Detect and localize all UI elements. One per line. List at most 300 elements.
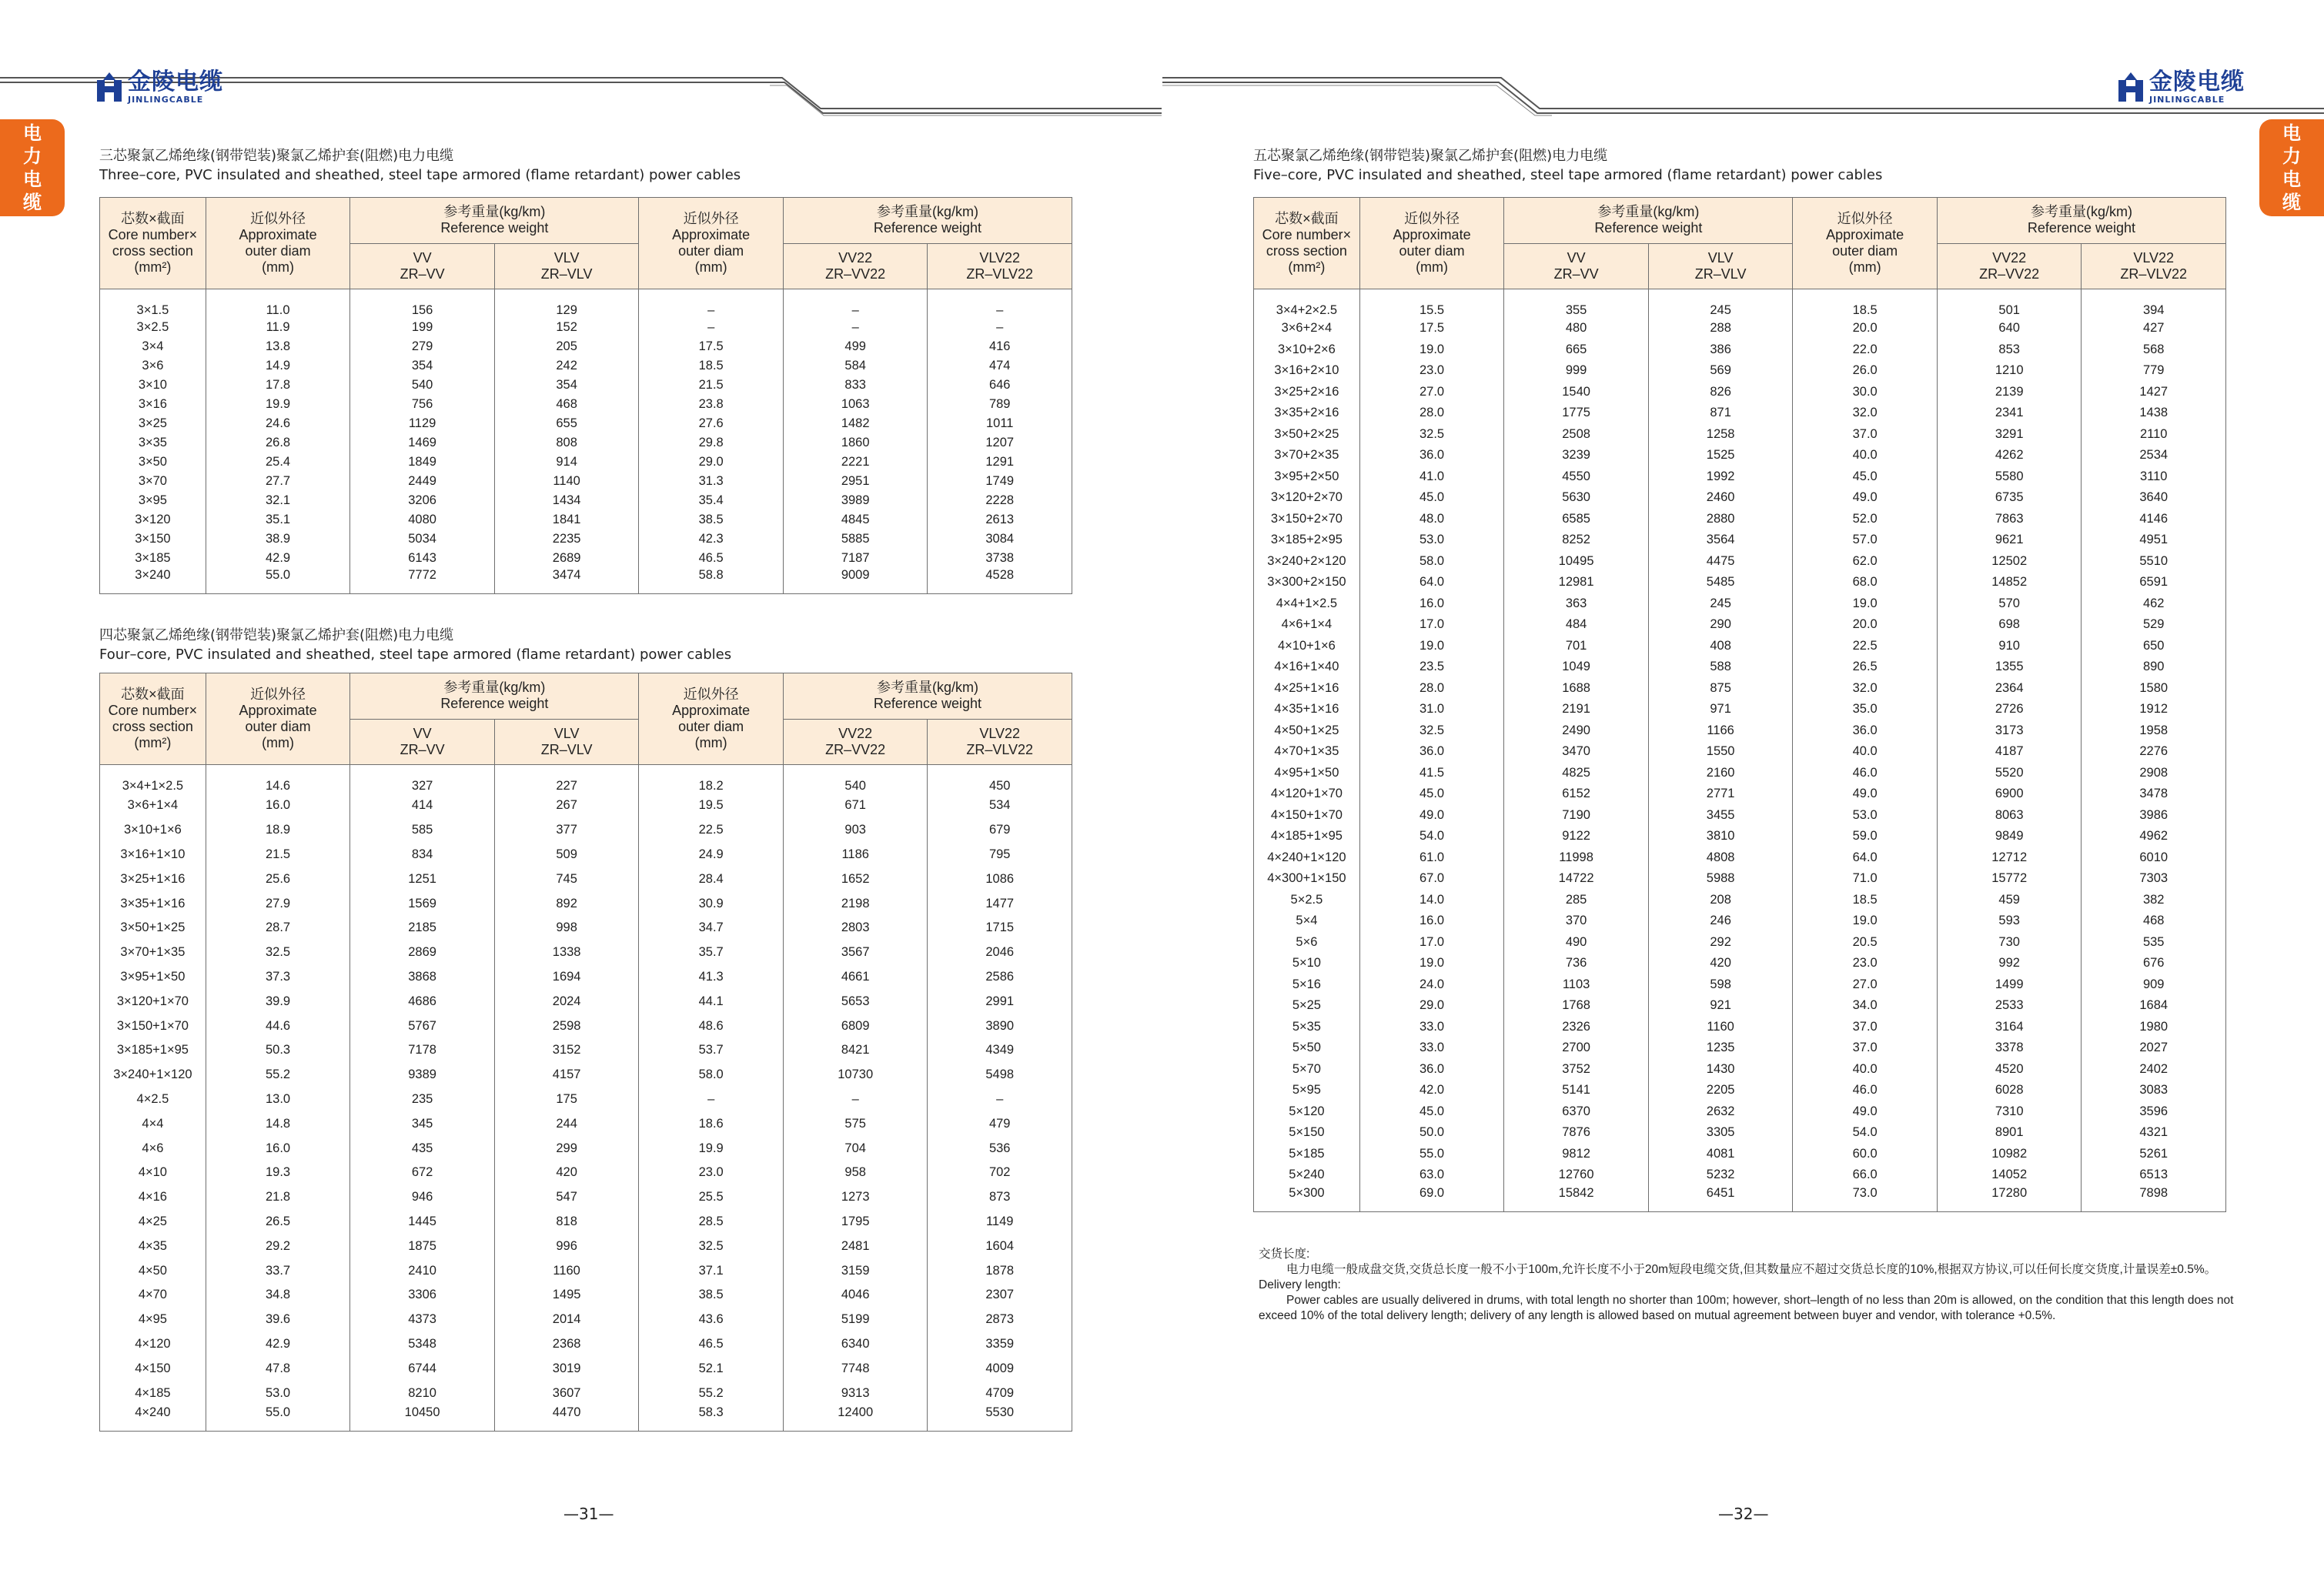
- table-cell: 529: [2082, 614, 2226, 636]
- table-cell: 9849: [1937, 826, 2082, 847]
- table-cell: 3470: [1504, 741, 1649, 763]
- table-cell: 3×10+2×6: [1254, 339, 1360, 361]
- table-cell: 3×25+2×16: [1254, 382, 1360, 403]
- table-row: [100, 916, 1072, 941]
- table-cell: 4×120+1×70: [1254, 783, 1360, 805]
- table-cell: 3019: [494, 1356, 639, 1381]
- table-cell: 3159: [783, 1258, 928, 1283]
- table-cell: 474: [928, 356, 1072, 376]
- table-cell: 8252: [1504, 530, 1649, 551]
- table-cell: 1273: [783, 1185, 928, 1210]
- table-cell: –: [639, 318, 784, 337]
- table-cell: 2368: [494, 1332, 639, 1357]
- brand-name-cn: 金陵电缆: [2149, 68, 2245, 95]
- table-cell: 2307: [928, 1283, 1072, 1308]
- table-cell: 1049: [1504, 657, 1649, 678]
- table-cell: 1469: [350, 433, 495, 453]
- table-cell: 490: [1504, 932, 1649, 954]
- table-cell: 3×4+2×2.5: [1254, 289, 1360, 319]
- table-row: [1254, 805, 2226, 827]
- table-cell: 345: [350, 1111, 495, 1136]
- table-cell: 3173: [1937, 720, 2082, 742]
- table-row: [1254, 1186, 2226, 1212]
- table-cell: 34.7: [639, 916, 784, 941]
- table-cell: 871: [1648, 403, 1793, 424]
- table-cell: 416: [928, 337, 1072, 356]
- table-cell: 903: [783, 818, 928, 843]
- table-row: [1254, 614, 2226, 636]
- table-cell: 175: [494, 1088, 639, 1112]
- table-cell: 3306: [350, 1283, 495, 1308]
- table-cell: 5885: [783, 530, 928, 549]
- table-cell: 4825: [1504, 763, 1649, 784]
- table-cell: 354: [350, 356, 495, 376]
- table-cell: 3×25: [100, 414, 206, 433]
- table-cell: 32.0: [1793, 403, 1938, 424]
- table-cell: 152: [494, 318, 639, 337]
- table-cell: 38.9: [206, 530, 350, 549]
- table-cell: 5×16: [1254, 974, 1360, 996]
- table-cell: 29.2: [206, 1234, 350, 1258]
- table-cell: 1166: [1648, 720, 1793, 742]
- table-cell: 19.0: [1793, 910, 1938, 932]
- table-cell: 21.8: [206, 1185, 350, 1210]
- table-cell: 1540: [1504, 382, 1649, 403]
- table-cell: 5653: [783, 989, 928, 1014]
- table-cell: 1499: [1937, 974, 2082, 996]
- table-cell: 58.0: [1359, 551, 1504, 573]
- col-header-weight-armored: 参考重量(kg/km) Reference weight: [783, 673, 1072, 720]
- table-cell: 37.0: [1793, 424, 1938, 446]
- table-cell: 4×10+1×6: [1254, 636, 1360, 657]
- table-cell: 1235: [1648, 1037, 1793, 1059]
- table-cell: 17.0: [1359, 932, 1504, 954]
- table-cell: 2534: [2082, 445, 2226, 466]
- table-cell: 19.3: [206, 1161, 350, 1185]
- col-header-vlv: VLV ZR–VLV: [1648, 243, 1793, 289]
- table-cell: 55.2: [206, 1063, 350, 1088]
- table-cell: 23.0: [1359, 360, 1504, 382]
- table-row: [1254, 403, 2226, 424]
- table-row: [100, 1185, 1072, 1210]
- table-cell: 992: [1937, 953, 2082, 974]
- table-cell: 2402: [2082, 1059, 2226, 1081]
- table-cell: 9122: [1504, 826, 1649, 847]
- table-cell: 18.6: [639, 1111, 784, 1136]
- table-cell: 14.0: [1359, 890, 1504, 911]
- table-cell: 36.0: [1359, 1059, 1504, 1081]
- table-cell: 4373: [350, 1308, 495, 1332]
- col-header-vv: VV ZR–VV: [350, 719, 495, 765]
- table-cell: 2110: [2082, 424, 2226, 446]
- col-header-core: 芯数×截面 Core number× cross section (mm²): [100, 198, 206, 289]
- table-cell: –: [639, 289, 784, 319]
- table-cell: 8421: [783, 1038, 928, 1063]
- table-cell: 3×150+1×70: [100, 1014, 206, 1038]
- table-cell: 13.0: [206, 1088, 350, 1112]
- table-cell: 327: [350, 765, 495, 794]
- table-cell: 4081: [1648, 1144, 1793, 1165]
- table-cell: 14.8: [206, 1111, 350, 1136]
- table-cell: 3×240+2×120: [1254, 551, 1360, 573]
- table-row: [1254, 847, 2226, 869]
- table-cell: 40.0: [1793, 741, 1938, 763]
- table-cell: 3305: [1648, 1122, 1793, 1144]
- table-cell: 1140: [494, 472, 639, 491]
- table-row: [100, 414, 1072, 433]
- col-header-diam-armored: 近似外径 Approximate outer diam (mm): [639, 198, 784, 289]
- table-cell: 10450: [350, 1405, 495, 1432]
- table-cell: 38.5: [639, 510, 784, 530]
- table-cell: 3×240: [100, 568, 206, 594]
- header-rule-lines: [0, 0, 1162, 123]
- table-cell: 3752: [1504, 1059, 1649, 1081]
- table-cell: 17.0: [1359, 614, 1504, 636]
- table-cell: 55.2: [639, 1381, 784, 1405]
- table-cell: 49.0: [1793, 487, 1938, 509]
- table-cell: 2880: [1648, 509, 1793, 530]
- table-cell: 480: [1504, 318, 1649, 339]
- table-row: [100, 1332, 1072, 1357]
- table-cell: 32.5: [1359, 720, 1504, 742]
- table-cell: 40.0: [1793, 445, 1938, 466]
- table-cell: 377: [494, 818, 639, 843]
- table-cell: 5988: [1648, 868, 1793, 890]
- table-cell: 6370: [1504, 1101, 1649, 1123]
- table-cell: 2908: [2082, 763, 2226, 784]
- table-cell: 39.9: [206, 989, 350, 1014]
- table-cell: 655: [494, 414, 639, 433]
- table-row: [1254, 910, 2226, 932]
- table-cell: 6340: [783, 1332, 928, 1357]
- table-cell: 4157: [494, 1063, 639, 1088]
- table-cell: 427: [2082, 318, 2226, 339]
- table-cell: 4×50: [100, 1258, 206, 1283]
- table-cell: 509: [494, 843, 639, 867]
- table-row: [1254, 783, 2226, 805]
- table-cell: 3152: [494, 1038, 639, 1063]
- table-cell: 1688: [1504, 678, 1649, 700]
- table-cell: 4×300+1×150: [1254, 868, 1360, 890]
- tab-char: 缆: [2282, 192, 2301, 213]
- table-cell: 3810: [1648, 826, 1793, 847]
- table-row: [1254, 1080, 2226, 1101]
- table-cell: 826: [1648, 382, 1793, 403]
- table-cell: 66.0: [1793, 1164, 1938, 1186]
- table-cell: 1694: [494, 965, 639, 990]
- table-cell: 2027: [2082, 1037, 2226, 1059]
- table-row: [1254, 466, 2226, 488]
- table-cell: 6735: [1937, 487, 2082, 509]
- table-cell: 499: [783, 337, 928, 356]
- table-cell: 4528: [928, 568, 1072, 594]
- table-cell: 5767: [350, 1014, 495, 1038]
- table-cell: 6451: [1648, 1186, 1793, 1212]
- table-cell: 676: [2082, 953, 2226, 974]
- table-cell: 3×120+2×70: [1254, 487, 1360, 509]
- table-row: [1254, 572, 2226, 593]
- table-cell: 55.0: [206, 1405, 350, 1432]
- table-cell: 54.0: [1359, 826, 1504, 847]
- table-cell: 6744: [350, 1356, 495, 1381]
- table-cell: 354: [494, 376, 639, 395]
- table-cell: 2191: [1504, 699, 1649, 720]
- col-header-vv22: VV22 ZR–VV22: [783, 719, 928, 765]
- table-cell: 17.5: [1359, 318, 1504, 339]
- brand-logo: [2117, 68, 2245, 105]
- table-cell: 5498: [928, 1063, 1072, 1088]
- table-row: [100, 1405, 1072, 1432]
- table-cell: 4×25+1×16: [1254, 678, 1360, 700]
- delivery-notes: [1259, 1247, 2252, 1324]
- table-cell: 19.0: [1793, 593, 1938, 615]
- table-cell: 4×6+1×4: [1254, 614, 1360, 636]
- table-cell: 73.0: [1793, 1186, 1938, 1212]
- table-cell: 62.0: [1793, 551, 1938, 573]
- table-cell: 2508: [1504, 424, 1649, 446]
- table-cell: 22.5: [639, 818, 784, 843]
- table-cell: 35.7: [639, 941, 784, 965]
- table-cell: 795: [928, 843, 1072, 867]
- table-cell: 4709: [928, 1381, 1072, 1405]
- table-cell: 875: [1648, 678, 1793, 700]
- table-cell: 299: [494, 1136, 639, 1161]
- table-row: [1254, 868, 2226, 890]
- table-cell: 3110: [2082, 466, 2226, 488]
- table-cell: 227: [494, 765, 639, 794]
- table-cell: 3×4: [100, 337, 206, 356]
- table-cell: 1749: [928, 472, 1072, 491]
- table-cell: 4×4+1×2.5: [1254, 593, 1360, 615]
- table-cell: 3×16: [100, 395, 206, 414]
- table-cell: 17280: [1937, 1186, 2082, 1212]
- table-cell: 46.0: [1793, 763, 1938, 784]
- table-cell: 382: [2082, 890, 2226, 911]
- table-cell: 24.0: [1359, 974, 1504, 996]
- table-cell: 27.0: [1359, 382, 1504, 403]
- table-cell: 17.5: [639, 337, 784, 356]
- table-cell: 5×2.5: [1254, 890, 1360, 911]
- table-cell: 4×70+1×35: [1254, 741, 1360, 763]
- brand-name-cn: 金陵电缆: [128, 68, 223, 95]
- table-cell: 3474: [494, 568, 639, 594]
- table-cell: 28.0: [1359, 403, 1504, 424]
- table-cell: 355: [1504, 289, 1649, 319]
- table-cell: 205: [494, 337, 639, 356]
- table-cell: 5261: [2082, 1144, 2226, 1165]
- table-cell: 640: [1937, 318, 2082, 339]
- table-cell: 22.0: [1793, 339, 1938, 361]
- table-row: [100, 491, 1072, 510]
- table-cell: 18.5: [1793, 890, 1938, 911]
- table-cell: 3×6: [100, 356, 206, 376]
- table-cell: 2046: [928, 941, 1072, 965]
- table-cell: 4475: [1648, 551, 1793, 573]
- table-cell: 3×25+1×16: [100, 867, 206, 891]
- table-row: [100, 818, 1072, 843]
- table-row: [1254, 657, 2226, 678]
- table-cell: 4661: [783, 965, 928, 990]
- table-caption: [99, 146, 741, 185]
- table-row: [1254, 678, 2226, 700]
- table-row: [100, 765, 1072, 794]
- table-row: [100, 1210, 1072, 1235]
- table-row: [100, 843, 1072, 867]
- table-cell: 18.2: [639, 765, 784, 794]
- col-header-diam: 近似外径 Approximate outer diam (mm): [1359, 198, 1504, 289]
- table-cell: 588: [1648, 657, 1793, 678]
- four-core-table: [99, 673, 1072, 1432]
- table-cell: 2228: [928, 491, 1072, 510]
- table-cell: 971: [1648, 699, 1793, 720]
- table-cell: 7876: [1504, 1122, 1649, 1144]
- table-row: [1254, 890, 2226, 911]
- tab-char: 力: [2282, 145, 2301, 167]
- table-cell: 408: [1648, 636, 1793, 657]
- table-cell: 27.7: [206, 472, 350, 491]
- table-cell: 60.0: [1793, 1144, 1938, 1165]
- table-cell: 4×70: [100, 1283, 206, 1308]
- section-tab: [0, 119, 65, 216]
- table-cell: 2326: [1504, 1017, 1649, 1038]
- table-cell: 235: [350, 1088, 495, 1112]
- table-cell: 37.1: [639, 1258, 784, 1283]
- table-cell: 5520: [1937, 763, 2082, 784]
- table-cell: 3084: [928, 530, 1072, 549]
- table-cell: 208: [1648, 890, 1793, 911]
- table-cell: 2185: [350, 916, 495, 941]
- table-cell: 5485: [1648, 572, 1793, 593]
- table-cell: 6513: [2082, 1164, 2226, 1186]
- table-cell: 34.0: [1793, 995, 1938, 1017]
- table-cell: 1355: [1937, 657, 2082, 678]
- table-cell: 3×95: [100, 491, 206, 510]
- table-cell: 1129: [350, 414, 495, 433]
- table-cell: 3868: [350, 965, 495, 990]
- table-cell: 2533: [1937, 995, 2082, 1017]
- table-cell: 28.4: [639, 867, 784, 891]
- table-cell: 1875: [350, 1234, 495, 1258]
- table-cell: 26.0: [1793, 360, 1938, 382]
- table-cell: 38.5: [639, 1283, 784, 1308]
- table-cell: 575: [783, 1111, 928, 1136]
- table-cell: 45.0: [1793, 466, 1938, 488]
- table-cell: 19.0: [1359, 636, 1504, 657]
- table-cell: 2490: [1504, 720, 1649, 742]
- table-cell: 36.0: [1359, 445, 1504, 466]
- table-cell: 7772: [350, 568, 495, 594]
- table-cell: 535: [2082, 932, 2226, 954]
- table-cell: 21.5: [206, 843, 350, 867]
- table-cell: 2364: [1937, 678, 2082, 700]
- table-row: [1254, 318, 2226, 339]
- table-cell: 49.0: [1793, 783, 1938, 805]
- table-cell: 2700: [1504, 1037, 1649, 1059]
- table-cell: 32.5: [206, 941, 350, 965]
- table-cell: 3×16+1×10: [100, 843, 206, 867]
- table-cell: 29.0: [639, 453, 784, 472]
- table-cell: 6591: [2082, 572, 2226, 593]
- header-rule-lines: [1162, 0, 2324, 123]
- table-row: [1254, 445, 2226, 466]
- table-cell: 1569: [350, 891, 495, 916]
- col-header-vlv22: VLV22 ZR–VLV22: [928, 243, 1072, 289]
- table-cell: 4808: [1648, 847, 1793, 869]
- table-cell: 290: [1648, 614, 1793, 636]
- table-cell: 4×150+1×70: [1254, 805, 1360, 827]
- table-cell: 1011: [928, 414, 1072, 433]
- table-cell: 1482: [783, 414, 928, 433]
- table-cell: 2869: [350, 941, 495, 965]
- table-cell: 5×240: [1254, 1164, 1360, 1186]
- table-cell: 394: [2082, 289, 2226, 319]
- table-cell: 25.6: [206, 867, 350, 891]
- table-row: [100, 1283, 1072, 1308]
- table-row: [100, 318, 1072, 337]
- table-cell: 1477: [928, 891, 1072, 916]
- table-row: [100, 395, 1072, 414]
- table-cell: 4×95: [100, 1308, 206, 1332]
- table-row: [100, 941, 1072, 965]
- table-cell: 665: [1504, 339, 1649, 361]
- table-cell: 501: [1937, 289, 2082, 319]
- table-cell: 3×95+1×50: [100, 965, 206, 990]
- table-cell: 468: [494, 395, 639, 414]
- table-cell: 7748: [783, 1356, 928, 1381]
- table-cell: 3×35+1×16: [100, 891, 206, 916]
- table-cell: 32.5: [639, 1234, 784, 1258]
- table-cell: 16.0: [1359, 910, 1504, 932]
- table-cell: 479: [928, 1111, 1072, 1136]
- col-header-diam-armored: 近似外径 Approximate outer diam (mm): [639, 673, 784, 765]
- table-cell: 21.5: [639, 376, 784, 395]
- table-row: [100, 1038, 1072, 1063]
- table-cell: 36.0: [1359, 741, 1504, 763]
- table-cell: 534: [928, 794, 1072, 818]
- table-cell: 30.0: [1793, 382, 1938, 403]
- table-cell: 3567: [783, 941, 928, 965]
- table-cell: –: [928, 289, 1072, 319]
- table-row: [100, 1356, 1072, 1381]
- table-cell: –: [783, 289, 928, 319]
- table-cell: 999: [1504, 360, 1649, 382]
- table-cell: 26.5: [1793, 657, 1938, 678]
- table-row: [1254, 424, 2226, 446]
- table-cell: 8210: [350, 1381, 495, 1405]
- table-cell: 4×35: [100, 1234, 206, 1258]
- table-cell: 3455: [1648, 805, 1793, 827]
- table-cell: 5199: [783, 1308, 928, 1332]
- table-cell: 996: [494, 1234, 639, 1258]
- table-row: [100, 891, 1072, 916]
- table-cell: 3×70: [100, 472, 206, 491]
- table-cell: 25.4: [206, 453, 350, 472]
- table-cell: 6900: [1937, 783, 2082, 805]
- table-cell: 199: [350, 318, 495, 337]
- table-row: [1254, 339, 2226, 361]
- table-cell: 11.0: [206, 289, 350, 319]
- table-cell: 1086: [928, 867, 1072, 891]
- table-row: [100, 1258, 1072, 1283]
- table-row: [100, 453, 1072, 472]
- table-cell: 19.9: [639, 1136, 784, 1161]
- table-cell: 1210: [1937, 360, 2082, 382]
- table-cell: 3×16+2×10: [1254, 360, 1360, 382]
- table-cell: 15772: [1937, 868, 2082, 890]
- table-row: [1254, 763, 2226, 784]
- table-cell: 4×6: [100, 1136, 206, 1161]
- table-cell: 71.0: [1793, 868, 1938, 890]
